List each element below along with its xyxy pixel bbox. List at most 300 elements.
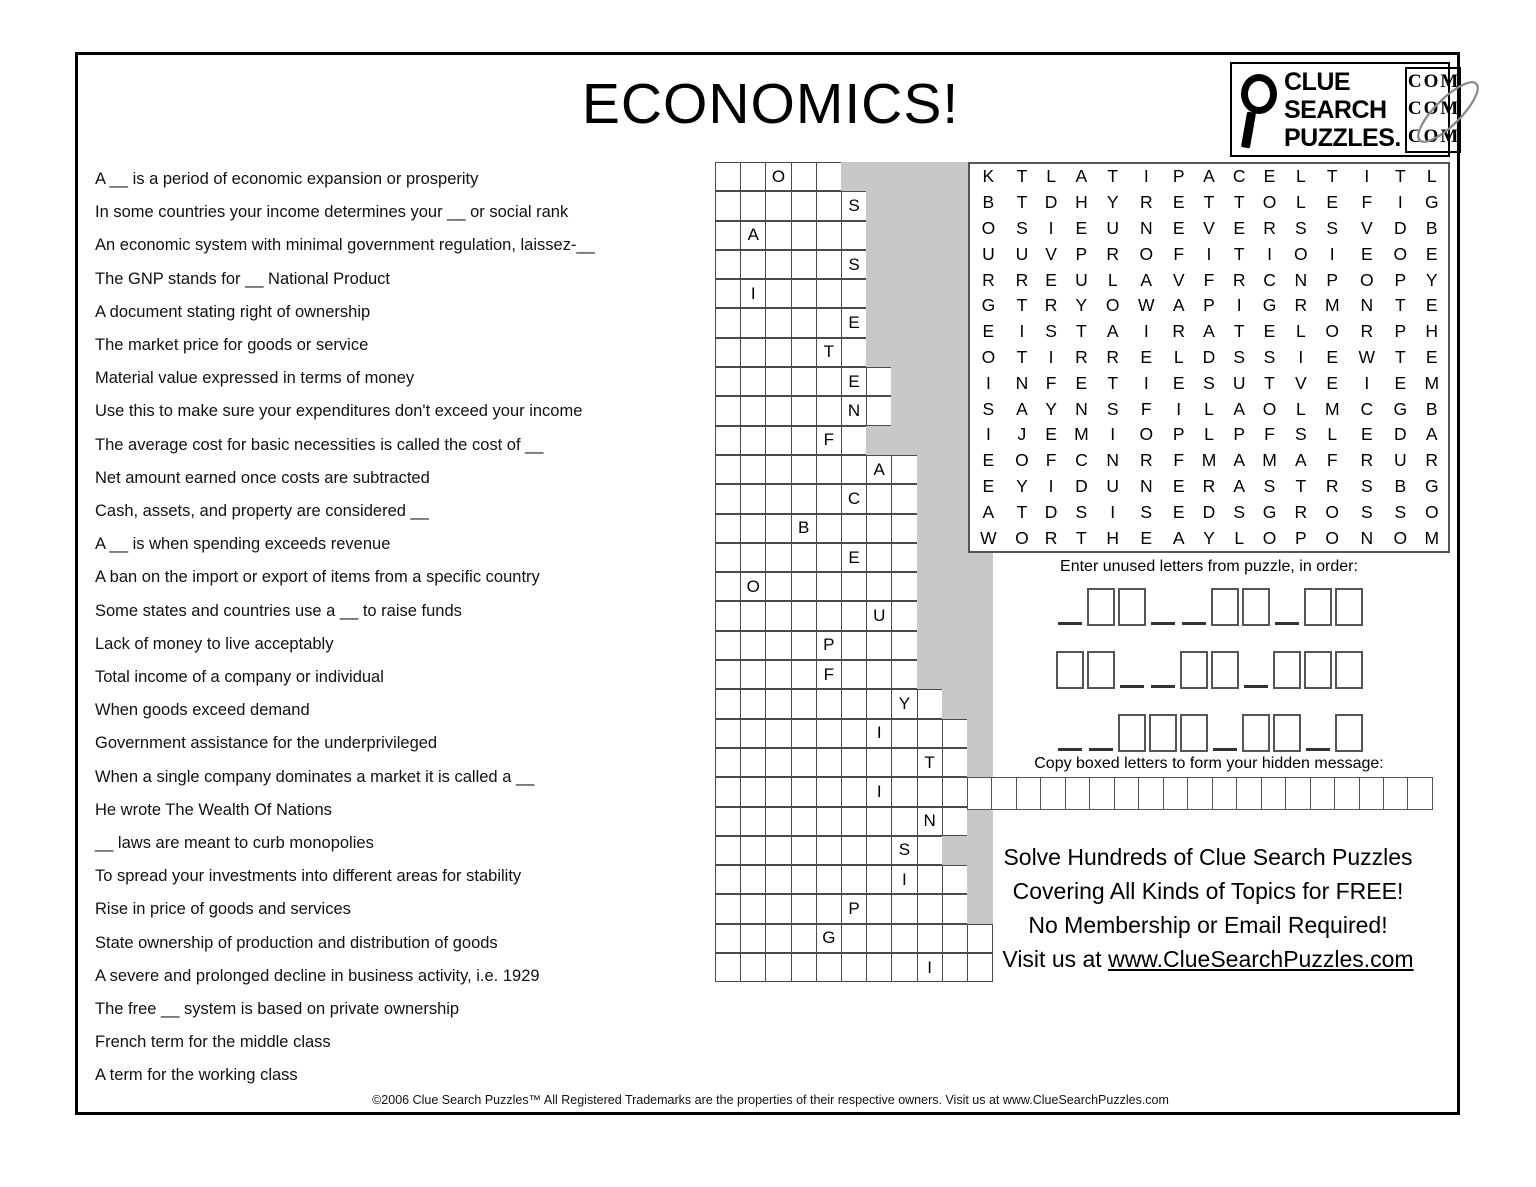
answer-cell[interactable] bbox=[917, 777, 943, 806]
word-search-letter[interactable]: P bbox=[1394, 321, 1407, 342]
word-search-letter[interactable]: O bbox=[1105, 295, 1120, 316]
unused-letter-box[interactable] bbox=[1335, 714, 1363, 752]
word-search-letter[interactable]: P bbox=[1295, 527, 1307, 548]
answer-cell[interactable] bbox=[740, 250, 766, 279]
unused-letter-box[interactable] bbox=[1304, 588, 1332, 626]
word-search-letter[interactable]: T bbox=[1016, 166, 1028, 187]
answer-cell[interactable] bbox=[765, 455, 791, 484]
answer-cell[interactable] bbox=[816, 221, 842, 250]
word-search-letter[interactable]: N bbox=[1139, 475, 1153, 496]
word-search-letter[interactable]: O bbox=[1262, 192, 1277, 213]
word-search-letter[interactable]: U bbox=[1394, 450, 1407, 471]
answer-cell[interactable] bbox=[715, 514, 741, 543]
word-search-letter[interactable]: T bbox=[1203, 192, 1215, 213]
answer-cell[interactable] bbox=[917, 689, 943, 718]
answer-cell[interactable] bbox=[715, 396, 741, 425]
answer-cell[interactable] bbox=[791, 250, 817, 279]
answer-cell[interactable] bbox=[816, 191, 842, 220]
word-search-letter[interactable]: E bbox=[1326, 372, 1339, 393]
word-search-letter[interactable]: U bbox=[1106, 217, 1120, 238]
word-search-letter[interactable]: L bbox=[1296, 166, 1306, 187]
hidden-message-cell[interactable] bbox=[1065, 777, 1090, 810]
word-search-letter[interactable]: D bbox=[1044, 192, 1058, 213]
answer-cell[interactable] bbox=[866, 689, 892, 718]
word-search-letter[interactable]: I bbox=[1110, 424, 1116, 445]
answer-cell[interactable] bbox=[816, 719, 842, 748]
word-search-letter[interactable]: O bbox=[1393, 243, 1408, 264]
word-search-letter[interactable]: I bbox=[1364, 372, 1370, 393]
word-search-letter[interactable]: P bbox=[1172, 166, 1185, 187]
answer-cell-filled[interactable]: F bbox=[816, 426, 842, 455]
word-search-letter[interactable]: P bbox=[1172, 424, 1185, 445]
answer-cell[interactable] bbox=[740, 484, 766, 513]
word-search-letter[interactable]: V bbox=[1295, 372, 1307, 393]
answer-cell[interactable] bbox=[765, 367, 791, 396]
word-search-letter[interactable]: F bbox=[1264, 424, 1275, 445]
answer-cell[interactable] bbox=[866, 631, 892, 660]
unused-letter-box[interactable] bbox=[1211, 651, 1239, 689]
answer-cell[interactable] bbox=[891, 572, 917, 601]
word-search-letter[interactable]: H bbox=[1075, 192, 1088, 213]
word-search-letter[interactable]: D bbox=[1202, 346, 1216, 367]
word-search-letter[interactable]: F bbox=[1173, 243, 1185, 264]
answer-cell[interactable] bbox=[866, 367, 892, 396]
answer-cell[interactable] bbox=[891, 484, 917, 513]
hidden-message-cell[interactable] bbox=[1310, 777, 1335, 810]
word-search-letter[interactable]: R bbox=[1294, 295, 1308, 316]
answer-cell[interactable] bbox=[715, 367, 741, 396]
answer-cell[interactable] bbox=[816, 514, 842, 543]
word-search-letter[interactable]: O bbox=[1015, 527, 1029, 548]
word-search-letter[interactable]: T bbox=[1395, 295, 1406, 316]
word-search-letter[interactable]: F bbox=[1045, 372, 1057, 393]
word-search-letter[interactable]: Y bbox=[1203, 527, 1215, 548]
answer-cell-filled[interactable]: E bbox=[841, 543, 867, 572]
unused-letter-box[interactable] bbox=[1087, 588, 1115, 626]
answer-cell[interactable] bbox=[765, 631, 791, 660]
word-search-letter[interactable]: M bbox=[1324, 398, 1340, 419]
word-search-letter[interactable]: M bbox=[1074, 424, 1089, 445]
word-search-letter[interactable]: A bbox=[1016, 398, 1028, 419]
word-search-letter[interactable]: F bbox=[1045, 450, 1057, 471]
word-search-grid[interactable] bbox=[968, 162, 1450, 553]
unused-letter-dash[interactable] bbox=[1149, 651, 1177, 689]
word-search-letter[interactable]: P bbox=[1075, 243, 1088, 264]
answer-cell[interactable] bbox=[866, 660, 892, 689]
word-search-letter[interactable]: N bbox=[1139, 217, 1153, 238]
answer-cell[interactable] bbox=[791, 689, 817, 718]
unused-letter-box[interactable] bbox=[1118, 588, 1146, 626]
word-search-letter[interactable]: T bbox=[1395, 166, 1406, 187]
answer-cell[interactable] bbox=[765, 689, 791, 718]
word-search-letter[interactable]: R bbox=[1139, 192, 1153, 213]
answer-cell[interactable] bbox=[791, 748, 817, 777]
word-search-letter[interactable]: E bbox=[1425, 295, 1438, 316]
word-search-letter[interactable]: R bbox=[1360, 321, 1374, 342]
word-search-letter[interactable]: E bbox=[1394, 372, 1407, 393]
word-search-letter[interactable]: B bbox=[1425, 217, 1438, 238]
word-search-letter[interactable]: E bbox=[1360, 424, 1373, 445]
answer-cell[interactable] bbox=[791, 894, 817, 923]
word-search-letter[interactable]: R bbox=[1172, 321, 1186, 342]
word-search-letter[interactable]: R bbox=[1044, 527, 1058, 548]
word-search-letter[interactable]: S bbox=[1360, 475, 1373, 496]
word-search-letter[interactable]: V bbox=[1203, 217, 1215, 238]
answer-cell[interactable] bbox=[891, 514, 917, 543]
answer-cell[interactable] bbox=[791, 953, 817, 982]
answer-cell[interactable] bbox=[791, 631, 817, 660]
answer-cell-filled[interactable]: F bbox=[816, 660, 842, 689]
word-search-letter[interactable]: O bbox=[1325, 321, 1340, 342]
answer-cell[interactable] bbox=[765, 894, 791, 923]
word-search-letter[interactable]: G bbox=[1393, 398, 1408, 419]
hidden-message-cell[interactable] bbox=[1407, 777, 1432, 810]
word-search-letter[interactable]: O bbox=[1262, 527, 1277, 548]
word-search-letter[interactable]: O bbox=[1139, 243, 1154, 264]
hidden-message-cell[interactable] bbox=[1334, 777, 1359, 810]
word-search-letter[interactable]: R bbox=[1325, 475, 1339, 496]
hidden-message-cell[interactable] bbox=[1383, 777, 1408, 810]
hidden-message-cell[interactable] bbox=[1138, 777, 1163, 810]
answer-cell-filled[interactable]: I bbox=[917, 953, 943, 982]
unused-letter-box[interactable] bbox=[1211, 588, 1239, 626]
word-search-letter[interactable]: I bbox=[1176, 398, 1182, 419]
hidden-message-cell[interactable] bbox=[1212, 777, 1237, 810]
word-search-letter[interactable]: T bbox=[1233, 321, 1245, 342]
answer-cell[interactable] bbox=[891, 894, 917, 923]
answer-cell[interactable] bbox=[791, 924, 817, 953]
answer-cell[interactable] bbox=[715, 308, 741, 337]
answer-cell[interactable] bbox=[791, 777, 817, 806]
word-search-letter[interactable]: R bbox=[1360, 450, 1374, 471]
word-search-letter[interactable]: T bbox=[1264, 372, 1275, 393]
word-search-letter[interactable]: B bbox=[1425, 398, 1438, 419]
answer-cell[interactable] bbox=[765, 865, 791, 894]
word-search-letter[interactable]: D bbox=[1394, 217, 1407, 238]
answer-cell[interactable] bbox=[891, 601, 917, 630]
word-search-letter[interactable]: S bbox=[1075, 501, 1088, 522]
word-search-letter[interactable]: J bbox=[1017, 424, 1027, 445]
answer-cell[interactable] bbox=[715, 748, 741, 777]
answer-cell[interactable] bbox=[765, 748, 791, 777]
word-search-letter[interactable]: O bbox=[1325, 501, 1340, 522]
unused-letter-box[interactable] bbox=[1118, 714, 1146, 752]
answer-cell[interactable] bbox=[816, 777, 842, 806]
word-search-letter[interactable]: U bbox=[1075, 269, 1088, 290]
answer-cell[interactable] bbox=[942, 807, 968, 836]
answer-cell-filled[interactable]: S bbox=[891, 836, 917, 865]
hidden-message-bar[interactable] bbox=[968, 777, 1433, 810]
word-search-letter[interactable]: I bbox=[1048, 346, 1054, 367]
word-search-letter[interactable]: M bbox=[1324, 295, 1340, 316]
word-search-letter[interactable]: A bbox=[1233, 450, 1246, 471]
unused-letter-box[interactable] bbox=[1180, 651, 1208, 689]
unused-letter-box[interactable] bbox=[1304, 651, 1332, 689]
answer-cell[interactable] bbox=[765, 807, 791, 836]
unused-letter-dash[interactable] bbox=[1087, 714, 1115, 752]
hidden-message-cell[interactable] bbox=[1261, 777, 1286, 810]
answer-cell[interactable] bbox=[765, 953, 791, 982]
word-search-letter[interactable]: E bbox=[1140, 527, 1153, 548]
answer-cell-filled[interactable]: S bbox=[841, 191, 867, 220]
answer-cell[interactable] bbox=[765, 924, 791, 953]
word-search-letter[interactable]: D bbox=[1075, 475, 1088, 496]
answer-cell[interactable] bbox=[740, 631, 766, 660]
word-search-letter[interactable]: O bbox=[1015, 450, 1029, 471]
word-search-letter[interactable]: I bbox=[1364, 166, 1370, 187]
word-search-letter[interactable]: I bbox=[1206, 243, 1212, 264]
answer-cell[interactable] bbox=[816, 279, 842, 308]
unused-letter-dash[interactable] bbox=[1211, 714, 1239, 752]
word-search-letter[interactable]: A bbox=[1075, 166, 1088, 187]
answer-cell[interactable] bbox=[715, 191, 741, 220]
word-search-letter[interactable]: E bbox=[1045, 269, 1057, 290]
word-search-letter[interactable]: O bbox=[1262, 398, 1277, 419]
word-search-letter[interactable]: D bbox=[1044, 501, 1058, 522]
word-search-letter[interactable]: F bbox=[1140, 398, 1152, 419]
answer-cell[interactable] bbox=[891, 924, 917, 953]
word-search-letter[interactable]: T bbox=[1016, 295, 1028, 316]
answer-cell-filled[interactable]: I bbox=[891, 865, 917, 894]
answer-cell[interactable] bbox=[715, 836, 741, 865]
answer-cell[interactable] bbox=[740, 953, 766, 982]
answer-cell-filled[interactable]: U bbox=[866, 601, 892, 630]
answer-cell[interactable] bbox=[791, 367, 817, 396]
answer-cell[interactable] bbox=[715, 455, 741, 484]
word-search-letter[interactable]: S bbox=[1233, 501, 1246, 522]
word-search-letter[interactable]: T bbox=[1076, 321, 1087, 342]
unused-letter-dash[interactable] bbox=[1056, 588, 1084, 626]
word-search-letter[interactable]: O bbox=[1424, 501, 1439, 522]
answer-cell[interactable] bbox=[816, 543, 842, 572]
word-search-letter[interactable]: V bbox=[1172, 269, 1185, 290]
word-search-letter[interactable]: R bbox=[1263, 217, 1276, 238]
word-search-letter[interactable]: O bbox=[1325, 527, 1340, 548]
answer-cell[interactable] bbox=[841, 689, 867, 718]
answer-cell-filled[interactable]: I bbox=[866, 777, 892, 806]
word-search-letter[interactable]: I bbox=[985, 372, 991, 393]
answer-cell[interactable] bbox=[866, 924, 892, 953]
word-search-letter[interactable]: P bbox=[1326, 269, 1339, 290]
word-search-letter[interactable]: R bbox=[1075, 346, 1088, 367]
word-search-letter[interactable]: H bbox=[1425, 321, 1439, 342]
answer-cell[interactable] bbox=[841, 221, 867, 250]
answer-cell[interactable] bbox=[715, 660, 741, 689]
answer-cell[interactable] bbox=[740, 894, 766, 923]
word-search-letter[interactable]: L bbox=[1426, 166, 1437, 187]
word-search-letter[interactable]: T bbox=[1016, 192, 1028, 213]
word-search-letter[interactable]: E bbox=[1233, 217, 1246, 238]
answer-cell[interactable] bbox=[740, 748, 766, 777]
answer-cell[interactable] bbox=[715, 572, 741, 601]
unused-letter-box[interactable] bbox=[1273, 714, 1301, 752]
word-search-letter[interactable]: I bbox=[1329, 243, 1335, 264]
answer-cell[interactable] bbox=[791, 191, 817, 220]
answer-cell[interactable] bbox=[816, 308, 842, 337]
word-search-letter[interactable]: O bbox=[1294, 243, 1308, 264]
answer-cell[interactable] bbox=[841, 953, 867, 982]
answer-cell[interactable] bbox=[816, 836, 842, 865]
word-search-letter[interactable]: S bbox=[1203, 372, 1215, 393]
answer-cell[interactable] bbox=[891, 631, 917, 660]
answer-cell[interactable] bbox=[740, 719, 766, 748]
answer-cell[interactable] bbox=[740, 162, 766, 191]
answer-cell[interactable] bbox=[740, 367, 766, 396]
unused-letter-box[interactable] bbox=[1242, 714, 1270, 752]
hidden-message-cell[interactable] bbox=[1114, 777, 1139, 810]
answer-cell[interactable] bbox=[816, 455, 842, 484]
answer-cell[interactable] bbox=[791, 426, 817, 455]
unused-letter-dash[interactable] bbox=[1149, 588, 1177, 626]
unused-letter-dash[interactable] bbox=[1242, 651, 1270, 689]
answer-cell[interactable] bbox=[765, 777, 791, 806]
answer-cell[interactable] bbox=[866, 396, 892, 425]
answer-cell[interactable] bbox=[791, 279, 817, 308]
word-search-letter[interactable]: E bbox=[1425, 243, 1438, 264]
answer-cell-filled[interactable]: A bbox=[740, 221, 766, 250]
answer-cell[interactable] bbox=[791, 660, 817, 689]
word-search-letter[interactable]: S bbox=[1326, 217, 1339, 238]
answer-cell[interactable] bbox=[765, 543, 791, 572]
word-search-letter[interactable]: H bbox=[1106, 527, 1120, 548]
answer-cell[interactable] bbox=[715, 601, 741, 630]
word-search-letter[interactable]: G bbox=[1424, 475, 1439, 496]
word-search-letter[interactable]: L bbox=[1296, 321, 1306, 342]
word-search-letter[interactable]: L bbox=[1204, 398, 1214, 419]
word-search-letter[interactable]: S bbox=[1045, 321, 1057, 342]
word-search-letter[interactable]: Y bbox=[1016, 475, 1028, 496]
answer-cell[interactable] bbox=[715, 865, 741, 894]
answer-cell[interactable] bbox=[791, 162, 817, 191]
answer-cell[interactable] bbox=[866, 865, 892, 894]
answer-cell[interactable] bbox=[765, 514, 791, 543]
answer-cell-filled[interactable]: A bbox=[866, 455, 892, 484]
answer-cell[interactable] bbox=[816, 601, 842, 630]
answer-cell[interactable] bbox=[715, 894, 741, 923]
answer-cell-filled[interactable]: E bbox=[841, 367, 867, 396]
answer-cell-filled[interactable]: N bbox=[841, 396, 867, 425]
unused-letter-box[interactable] bbox=[1273, 651, 1301, 689]
word-search-letter[interactable]: W bbox=[1358, 346, 1376, 367]
word-search-letter[interactable]: M bbox=[1424, 372, 1440, 393]
word-search-letter[interactable]: E bbox=[1172, 501, 1185, 522]
word-search-letter[interactable]: E bbox=[1075, 217, 1088, 238]
word-search-letter[interactable]: C bbox=[1360, 398, 1374, 419]
answer-cell[interactable] bbox=[791, 572, 817, 601]
word-search-letter[interactable]: S bbox=[1295, 424, 1307, 445]
answer-cell-filled[interactable]: P bbox=[841, 894, 867, 923]
word-search-letter[interactable]: E bbox=[1360, 243, 1373, 264]
word-search-letter[interactable]: L bbox=[1204, 424, 1214, 445]
answer-cell[interactable] bbox=[816, 748, 842, 777]
word-search-letter[interactable]: D bbox=[1394, 424, 1407, 445]
answer-cell-filled[interactable]: T bbox=[816, 338, 842, 367]
answer-cell[interactable] bbox=[740, 338, 766, 367]
word-search-letter[interactable]: U bbox=[982, 243, 995, 264]
answer-cell-filled[interactable]: B bbox=[791, 514, 817, 543]
word-search-letter[interactable]: I bbox=[1048, 475, 1054, 496]
answer-cell[interactable] bbox=[866, 836, 892, 865]
word-search-letter[interactable]: E bbox=[982, 475, 995, 496]
answer-cell[interactable] bbox=[891, 543, 917, 572]
hidden-message-cell[interactable] bbox=[1359, 777, 1384, 810]
word-search-letter[interactable]: T bbox=[1326, 166, 1338, 187]
word-search-letter[interactable]: T bbox=[1016, 346, 1028, 367]
word-search-letter[interactable]: A bbox=[1425, 424, 1438, 445]
word-search-letter[interactable]: Y bbox=[1045, 398, 1057, 419]
word-search-letter[interactable]: I bbox=[1143, 372, 1149, 393]
answer-cell[interactable] bbox=[841, 601, 867, 630]
answer-cell[interactable] bbox=[740, 660, 766, 689]
unused-letter-dash[interactable] bbox=[1056, 714, 1084, 752]
answer-cell[interactable] bbox=[841, 748, 867, 777]
answer-cell[interactable] bbox=[891, 777, 917, 806]
word-search-letter[interactable]: F bbox=[1203, 269, 1215, 290]
answer-cell[interactable] bbox=[715, 221, 741, 250]
word-search-letter[interactable]: N bbox=[1106, 450, 1120, 471]
unused-letter-box[interactable] bbox=[1087, 651, 1115, 689]
word-search-letter[interactable]: G bbox=[1424, 192, 1439, 213]
word-search-letter[interactable]: N bbox=[1015, 372, 1029, 393]
unused-letter-box[interactable] bbox=[1056, 651, 1084, 689]
word-search-letter[interactable]: R bbox=[1294, 501, 1308, 522]
word-search-letter[interactable]: L bbox=[1296, 398, 1306, 419]
word-search-letter[interactable]: M bbox=[1262, 450, 1277, 471]
answer-cell[interactable] bbox=[841, 777, 867, 806]
answer-cell[interactable] bbox=[765, 308, 791, 337]
answer-cell[interactable] bbox=[740, 807, 766, 836]
answer-cell[interactable] bbox=[715, 426, 741, 455]
answer-cell[interactable] bbox=[866, 572, 892, 601]
word-search-letter[interactable]: E bbox=[1263, 166, 1276, 187]
word-search-letter[interactable]: T bbox=[1395, 346, 1406, 367]
word-search-letter[interactable]: D bbox=[1202, 501, 1216, 522]
unused-letter-box[interactable] bbox=[1335, 588, 1363, 626]
answer-cell[interactable] bbox=[740, 191, 766, 220]
word-search-letter[interactable]: L bbox=[1234, 527, 1245, 548]
word-search-letter[interactable]: S bbox=[1140, 501, 1153, 522]
answer-cell[interactable] bbox=[765, 191, 791, 220]
word-search-letter[interactable]: A bbox=[1172, 527, 1185, 548]
word-search-letter[interactable]: S bbox=[982, 398, 995, 419]
word-search-letter[interactable]: F bbox=[1361, 192, 1373, 213]
answer-cell[interactable] bbox=[866, 748, 892, 777]
word-search-letter[interactable]: E bbox=[1326, 192, 1339, 213]
word-search-letter[interactable]: S bbox=[1016, 217, 1028, 238]
answer-cell[interactable] bbox=[715, 484, 741, 513]
word-search-letter[interactable]: Y bbox=[1075, 295, 1088, 316]
answer-cell[interactable] bbox=[816, 484, 842, 513]
word-search-letter[interactable]: E bbox=[1172, 217, 1185, 238]
answer-cell[interactable] bbox=[765, 572, 791, 601]
answer-cell[interactable] bbox=[841, 660, 867, 689]
answer-cell[interactable] bbox=[891, 455, 917, 484]
unused-letter-box[interactable] bbox=[1242, 588, 1270, 626]
answer-cell[interactable] bbox=[891, 953, 917, 982]
word-search-letter[interactable]: I bbox=[1143, 321, 1149, 342]
unused-letter-box[interactable] bbox=[1180, 714, 1208, 752]
answer-cell[interactable] bbox=[841, 279, 867, 308]
answer-cell[interactable] bbox=[765, 426, 791, 455]
word-search-letter[interactable]: I bbox=[1048, 217, 1054, 238]
word-search-letter[interactable]: E bbox=[1172, 192, 1185, 213]
word-search-letter[interactable]: I bbox=[985, 424, 991, 445]
word-search-letter[interactable]: I bbox=[1236, 295, 1242, 316]
word-search-letter[interactable]: E bbox=[1326, 346, 1339, 367]
hidden-message-cell[interactable] bbox=[1040, 777, 1065, 810]
answer-cell[interactable] bbox=[841, 572, 867, 601]
answer-cell[interactable] bbox=[740, 836, 766, 865]
